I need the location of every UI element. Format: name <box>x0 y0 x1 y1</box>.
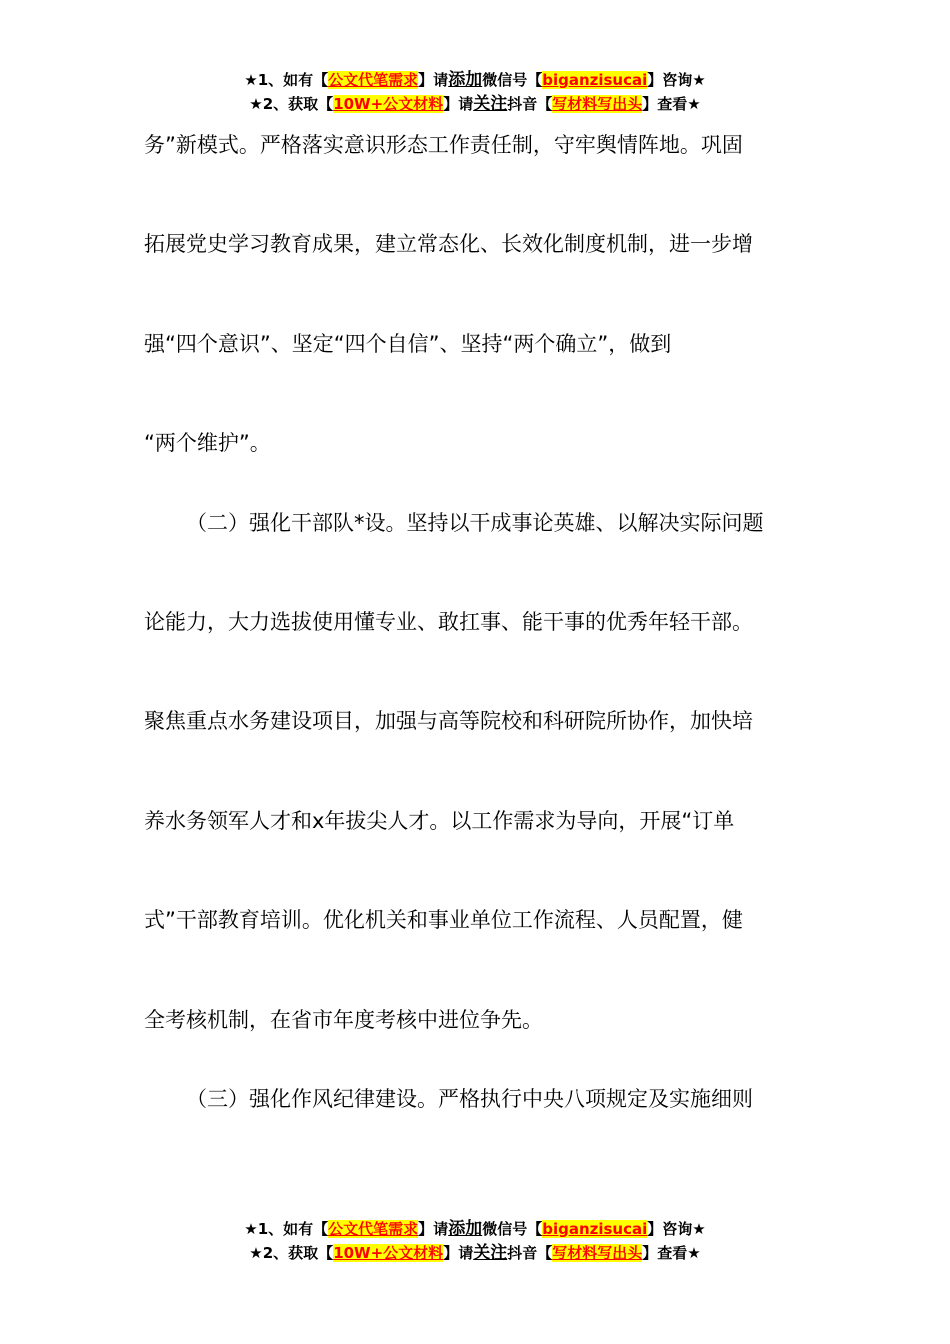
body-line: 强“四个意识”、坚定“四个自信”、坚持“两个确立”，做到 <box>144 332 672 356</box>
body-line: 论能力，大力选拔使用懂专业、敢扛事、能干事的优秀年轻干部。 <box>144 610 753 634</box>
banner-highlight-materials: 10W+公文材料 <box>333 1244 444 1262</box>
header-banner <box>0 68 950 116</box>
body-line: 养水务领军人才和x年拔尖人才。以工作需求为导向，开展“订单 <box>144 809 735 833</box>
body-line: 聚焦重点水务建设项目，加强与高等院校和科研院所协作，加快培 <box>144 709 753 733</box>
banner-highlight-service: 公文代笔需求 <box>328 71 419 89</box>
banner-line-2: ★2、获取【10W+公文材料】请关注抖音【写材料写出头】查看★ <box>249 1243 701 1263</box>
body-line: “两个维护”。 <box>144 431 271 455</box>
section-heading-paragraph: （二）强化干部队*设。坚持以干成事论英雄、以解决实际问题 <box>186 511 764 535</box>
body-line: 式”干部教育培训。优化机关和事业单位工作流程、人员配置，健 <box>144 908 743 932</box>
section-heading-paragraph: （三）强化作风纪律建设。严格执行中央八项规定及实施细则 <box>186 1087 753 1111</box>
banner-highlight-douyin-account: 写材料写出头 <box>552 1244 643 1262</box>
banner-line-1: ★1、如有【公文代笔需求】请添加微信号【biganzisucai】咨询★ <box>244 70 706 90</box>
banner-highlight-materials: 10W+公文材料 <box>333 95 444 113</box>
footer-banner <box>0 1217 950 1265</box>
body-line: 务”新模式。严格落实意识形态工作责任制，守牢舆情阵地。巩固 <box>144 133 743 157</box>
banner-highlight-wechat-id: biganzisucai <box>542 71 648 89</box>
body-line: 全考核机制，在省市年度考核中进位争先。 <box>144 1008 543 1032</box>
banner-line-2: ★2、获取【10W+公文材料】请关注抖音【写材料写出头】查看★ <box>249 94 701 114</box>
banner-highlight-douyin-account: 写材料写出头 <box>552 95 643 113</box>
banner-highlight-wechat-id: biganzisucai <box>542 1220 648 1238</box>
banner-highlight-service: 公文代笔需求 <box>328 1220 419 1238</box>
body-line: 拓展党史学习教育成果，建立常态化、长效化制度机制，进一步增 <box>144 232 753 256</box>
banner-line-1: ★1、如有【公文代笔需求】请添加微信号【biganzisucai】咨询★ <box>244 1219 706 1239</box>
